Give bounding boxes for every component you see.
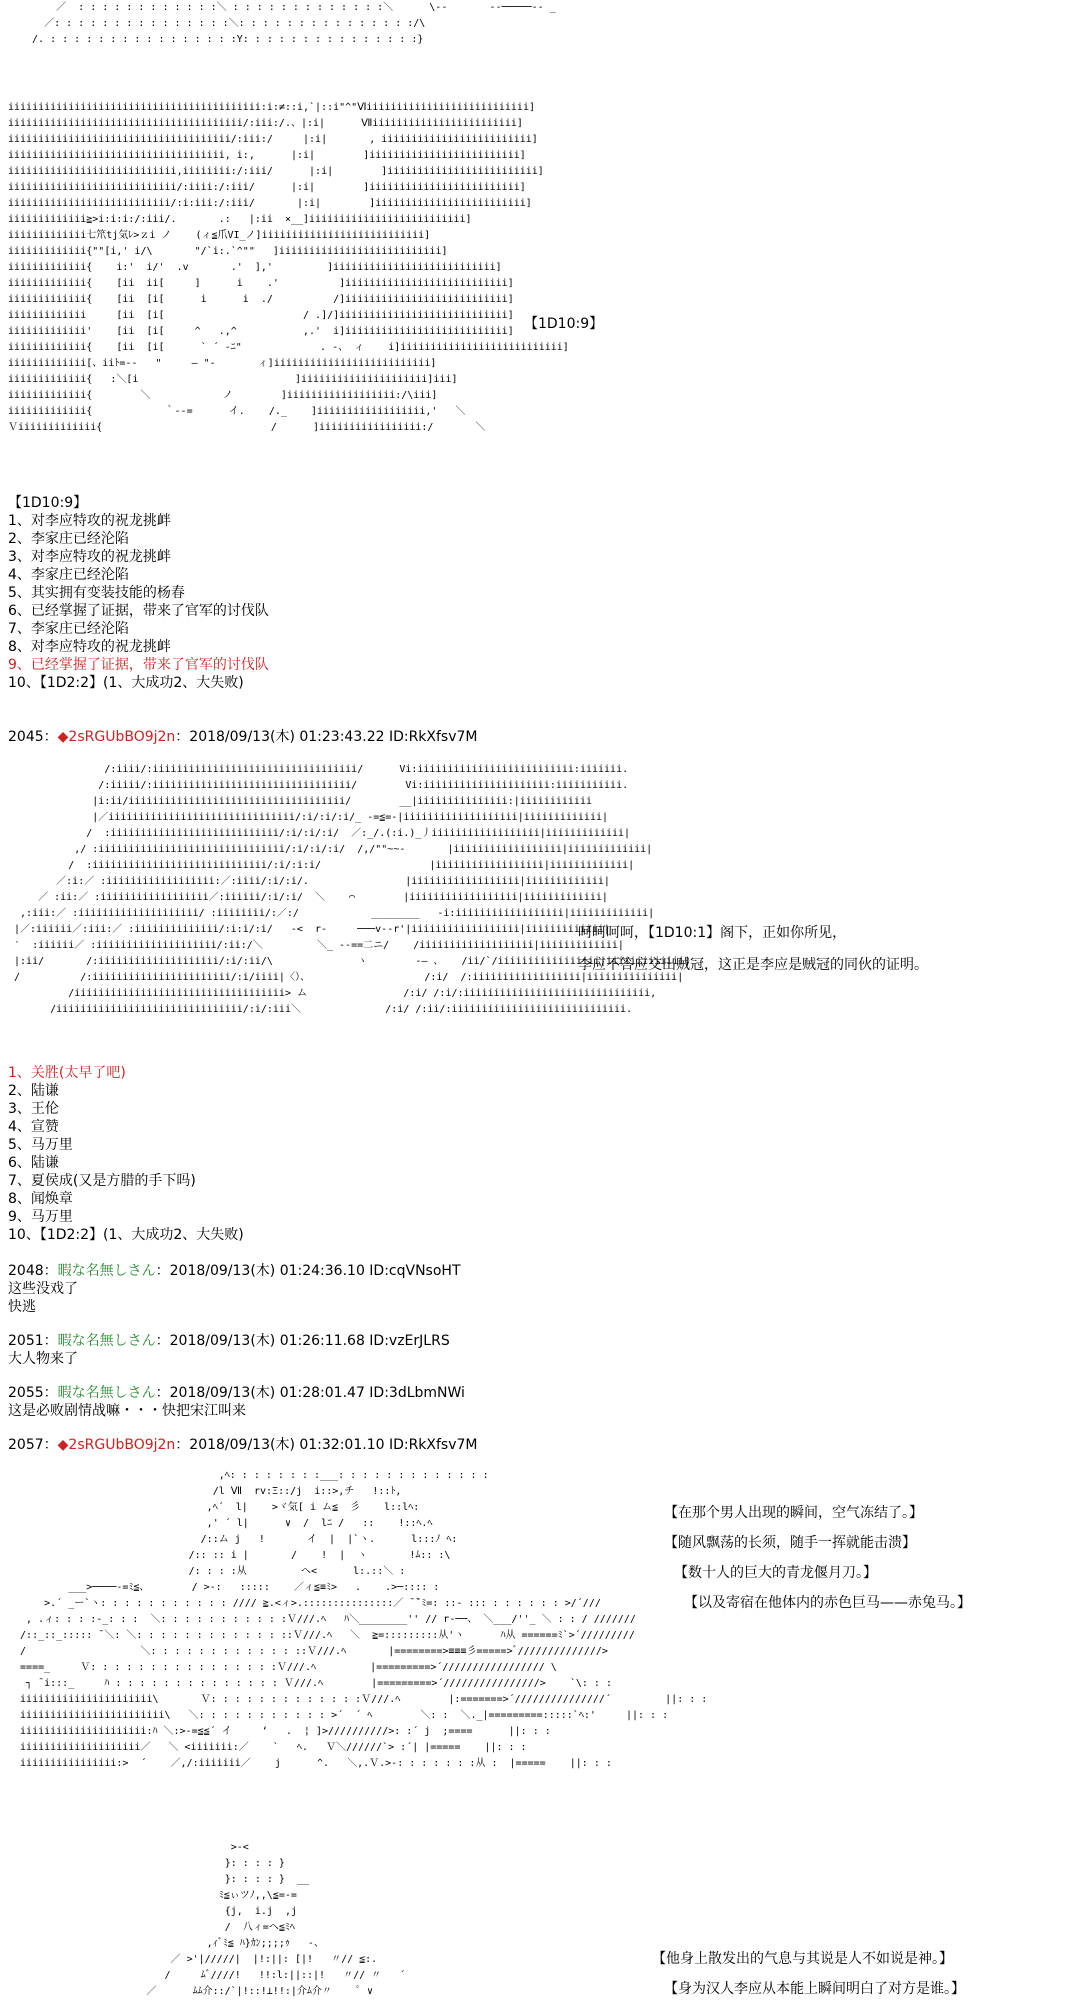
trip-mark: ◆ [57,1437,69,1453]
post-number: 2051： [8,1333,58,1349]
ascii-art-top: ／ : : : : : : : : : : : :＼ : : : : : : : : : : : : :＼ \‐‐ ‐‐─────‐- _ ／: : : : : : : : : : : : : : :＼: : : : : : : : : : : : : : :/\ /. : : : : : : : : : : : : : : : :Y: : : : : : : : : : : : : : :} [32,2,556,45]
poster-name[interactable]: 暇な名無しさん [57,1333,156,1349]
poster-name[interactable]: 暇な名無しさん [57,1263,156,1279]
list-item: 4、李家庄已经沦陷 [8,567,129,583]
post-meta: ：2018/09/13(木) 01:23:43.22 ID:RkXfsv7M [175,729,478,745]
header-dice-1d10 [8,494,269,692]
candidate-list [8,1064,244,1244]
list-item: 5、其实拥有变装技能的杨春 [8,585,185,601]
list-item: 7、夏侯成(又是方腊的手下吗) [8,1173,196,1189]
dice-result-label: 【1D10:9】 [524,316,604,332]
narration-line: 【数十人的巨大的青龙偃月刀。】 [674,1565,877,1581]
ascii-art-guan-yu-bust: >‐< }: : : : } }: : : : } __ ﾐ≦ぃツﾉ,,\≦=‐= {j, i.j ,j / 八ィ=ヘ≦ﾐﾍ ,ｨﾞﾐ≦ ﾊ}ｶﾝ;;;;ｩ ‐、 ／ >'|/////| |!:||: [|! 〃// ≦:. / ﾑﾞ////! !!:l:||::|! 〃// 〃 ´ ／ ﾑﾑ介::/`|!::!⊥!!:|介ﾑ介〃 ﾟ ∨ [146,1842,406,1997]
post-meta: ：2018/09/13(木) 01:32:01.10 ID:RkXfsv7M [175,1437,478,1453]
narration-line: 【他身上散发出的气息与其说是人不如说是神。】 [652,1951,953,1967]
narration-2045 [578,924,928,974]
trip-mark: ◆ [57,729,69,745]
narration-line: 【在那个男人出现的瞬间，空气冻结了。】 [664,1505,923,1521]
poster-name[interactable]: 2sRGUbBO9j2n [68,729,176,745]
post-meta: ：2018/09/13(木) 01:26:11.68 ID:vzErJLRS [155,1333,450,1349]
post-header-2057 [8,1436,478,1454]
post-number: 2057： [8,1437,58,1453]
post-2051 [8,1332,450,1368]
list-item: 10、【1D2:2】(1、大成功2、大失败) [8,675,244,691]
narration-line: 【身为汉人李应从本能上瞬间明白了对方是谁。】 [664,1981,965,1997]
post-meta: ：2018/09/13(木) 01:28:01.47 ID:3dLbmNWi [155,1385,465,1401]
ascii-art-official: /:iiii/:iiiiiiiiiiiiiiiiiiiiiiiiiiiiiiiiii/ Vi:iiiiiiiiiiiiiiiiiiiiiiiiii:iiiiiii. /:iiiii/:iiiiiiiiiiiiiiiiiiiiiiiiiiiiiiiii/ Vi:iiiiiiiiiiiiiiiiiiiii:iiiiiiiiiii. |i:ii/iiiiiiiiiiiiiiiiiiiiiiiiiiiiiiiiiiii/ __|iiiiiiiiiiiiiii:|iiiiiiiiiiii |／iiiiiiiiiiiiiiiiiiiiiiiiiiiiiii/:i/:i/:i/_ ‐=≦=‐|iiiiiiiiiiiiiiiiiii|iiiiiiiiiiiii| / :iiiiiiiiiiiiiiiiiiiiiiiiiiii/:i/:i/:i/ ／:_/.(:i.)_丿iiiiiiiiiiiiiiiiii|iiiiiiiiiiiii| ,/ :iiiiiiiiiiiiiiiiiiiiiiiiiiiiiii/:i/:i/:i/ /,/""~~‐ |iiiiiiiiiiiiiiiiii|iiiiiiiiiiiii| / :iiiiiiiiiiiiiiiiiiiiiiiiiiiii/:i/:i:i/ |iiiiiiiiiiiiiiiiii|iiiiiiiiiiiii| ／:i:／ :iiiiiiiiiiiiiiiiii:／:iiii/:i/:i/. |iiiiiiiiiiiiiiiiii|iiiiiiiiiiiii| ／ :ii:／ :iiiiiiiiiiiiiiiiii／:iiiiii/:i/:i/ ＼ ⌒ |iiiiiiiiiiiiiiiiii|iiiiiiiiiiiii| ,:iii:／ :iiiiiiiiiiiiiiiiiiii/ :iiiiiiii/:／:/ ________ ‐i:iiiiiiiiiiiiiiiiii|iiiiiiiiiiiii| |／:iiiiii／:iii:／ :iiiiiiiiiiiiii/:i:i/:i/ ‐< r‐ ───v‐-r'|iiiiiiiiiiiiiiiiii|iiiiiiiiiiiii| ′ :iiiiii／ :iiiiiiiiiiiiiiiiiiii/:ii:/＼ ＼_ ‐-==二ニ/ /iiiiiiiiiiiiiiiiiii|iiiiiiiiiiiii| |:ii/ /:iiiiiiiiiiiiiiiiiiii/:i/:ii/\ ヽ ‐― 、 /ii/`/iiiiiiiiiiiiiiiii|iiiiiiiiiiiii| / /:iiiiiiiiiiiiiiiiiiiiiii/:i/iiii|〈）、 /:i/ /:iiiiiiiiiiiiiiiiii|iiiiiiiiiiiiiii| /iiiiiiiiiiiiiiiiiiiiiiiiiiiiiiiiiii> ム /:i/ /:i/:iiiiiiiiiiiiiiiiiiiiiiiiiiiiiii, /iiiiiiiiiiiiiiiiiiiiiiiiiiiiiii/:i/:iii＼ /:i/ /:ii/:iiiiiiiiiiiiiiiiiiiiiiiiiiiii. [14,764,691,1015]
narration-line: 呵呵呵呵，【1D10:1】阁下，正如你所见， [578,925,847,941]
list-item: 5、马万里 [8,1137,73,1153]
post-header-2045 [8,728,478,746]
list-item: 4、宣赞 [8,1119,59,1135]
list-item: 6、已经掌握了证据，带来了官军的讨伐队 [8,603,269,619]
post-body-line: 这些没戏了 [8,1281,78,1297]
post-body-line: 大人物来了 [8,1351,78,1367]
list-item: 10、【1D2:2】(1、大成功2、大失败) [8,1227,244,1243]
post-header [8,1262,461,1280]
post-number: 2048： [8,1263,58,1279]
list-item-selected: 9、已经掌握了证据，带来了官军的讨伐队 [8,657,269,673]
list-item-selected: 1、关胜(太早了吧) [8,1065,126,1081]
post-number: 2045： [8,729,58,745]
poster-name[interactable]: 2sRGUbBO9j2n [68,1437,176,1453]
ascii-art-guan-yu: ,ﾍ: : : : : : : :___: : : : : : : : : : : : : /l Ⅶ rv:Ξ::/j i::>,チ !::ﾄ, ,ﾍ´ l| >ヾ気[ i ム≦ 彡 l::lﾍ: ,' ´ l| ∨ / lﾆ / :: !::ﾍ.ﾍ /::ム j ! イ | |`ヽ. l:::ﾉ ﾍ: /:: :: i | / ! | ヽ !ﾑ:: :\ /: : : :从 へ< l:.::＼ : ___>────‐=ﾐ≦、 / >‐: ::::: ／ィ≦≡ﾐ> . .>─:::: : >.´ _ー`ヽ: : : : : : : : : : : //// ≧.<ィ>.:::::::::::::::／ ̄ ̄`ﾐ=: ::‐ ::: : : : : : : >/´/// , .ィ: : : :‐_: : : ＼: : : : : : : : : : :Ｖ///.ﾍ ﾊ＼________'' // r‐──、 ＼___/''_ ＼ : : / /////// /::_::_::::: ̄ ＼: ＼: : : : : : : : : : : : ::Ｖ///.ﾍ ＼ ≧=:::::::::从'ヽ ﾊ从 ======ﾐ`>´///////// / ＼: : : : : : : : : : : : ::Ｖ///.ﾍ |========>≡≡≡彡=====>ﾞ//////////////> ====_ Ｖ: : : : : : : : : : : : : : : :Ｖ///.ﾍ |=========>´///////////////// \ ┐ ̄ i:::_ ﾊ : : : : : : : : : : : : : : Ｖ///.ﾍ |=========>´////////////////> `\: : : iiiiiiiiiiiiiiiiiiiiii\ Ｖ: : : : : : : : : : : : :Ｖ///.ﾍ |:=======>´///////////////´ ||: : : iiiiiiiiiiiiiiiiiiiiiiii\ ＼: : : : : : : : : : : >´ ´ ﾍ ＼: : ＼._|=========:::::`ﾍ:' ||: : : iiiiiiiiiiiiiiiiiiiii:ﾊ ＼:>‐=≦≦´ イ ‘ . ¦ ]>//////////>: :´ j ;==== ||: : : iiiiiiiiiiiiiiiiiiii／ ＼ <iiiiiii:／ ` ﾍ. Ｖ＼//////`> :´| |===== ||: : : iiiiiiiiiiiiiiii:> ´ ／,/:iiiiiii／ j ^. ＼,.Ｖ.>‐: : : : : : :从 : |===== ||: : : [20,1470,708,1769]
list-item: 3、王伦 [8,1101,59,1117]
post-body-line: 快逃 [8,1299,36,1315]
list-item: 2、李家庄已经沦陷 [8,531,129,547]
ascii-art-liying: iiiiiiiiiiiiiiiiiiiiiiiiiiiiiiiiiiiiiiiiii:i:≠::i,`|::i"^"Ⅵiiiiiiiiiiiiiiiiiiiiiiiiiii] iiiiiiiiiiiiiiiiiiiiiiiiiiiiiiiiiiiiiii/:iii:/.、|:i| Ⅶiiiiiiiiiiiiiiiiiiiiiiii] iiiiiiiiiiiiiiiiiiiiiiiiiiiiiiiiiiiii/:iii:/ |:i| , iiiiiiiiiiiiiiiiiiiiiiiii] iiiiiiiiiiiiiiiiiiiiiiiiiiiiiiiiiiii, i:, |:i| ]iiiiiiiiiiiiiiiiiiiiiiiii] iiiiiiiiiiiiiiiiiiiiiiiiiiii,iiiiiiii:/:iii/ |:i| ]iiiiiiiiiiiiiiiiiiiiiiiii] iiiiiiiiiiiiiiiiiiiiiiiiiiii/:iiii:/:iii/ |:i| ]iiiiiiiiiiiiiiiiiiiiiiiii] iiiiiiiiiiiiiiiiiiiiiiiiiii/:i:iii:/:iii/ |:i| ]iiiiiiiiiiiiiiiiiiiiiiiii] iiiiiiiiiiiii≧>i:i:i:/:iii/. .: |:ii ×__]iiiiiiiiiiiiiiiiiiiiiiiiii] iiiiiiiiiiiii七笊tj気ﾚ>ｚi ノ (ィ≦爪VI_ノ]iiiiiiiiiiiiiiiiiiiiiiiiiii] iiiiiiiiiiiii{""[i,' i/\ "/`i:.`^"" ]iiiiiiiiiiiiiiiiiiiiiiiiiii] iiiiiiiiiiiii{ i:' i/' .v .' ],' ]iiiiiiiiiiiiiiiiiiiiiiiiiii] iiiiiiiiiiiii{ [ii ii[ ] i .' ]iiiiiiiiiiiiiiiiiiiiiiiiiii] iiiiiiiiiiiii{ [ii [i[ i i ./ /]iiiiiiiiiiiiiiiiiiiiiiiiiii] iiiiiiiiiiiii [ii [i[ / .]/]iiiiiiiiiiiiiiiiiiiiiiiiiiii] iiiiiiiiiiiii' [ii [i[ ^ .,^ ,.' i]iiiiiiiiiiiiiiiiiiiiiiiiiii] iiiiiiiiiiiii{ [ii [i[ ` ´ -ﾆ" . -、 ィ i]iiiiiiiiiiiiiiiiiiiiiiiiiii] iiiiiiiiiiiii[、iiﾄ=‐- " ― "‐ ィ]iiiiiiiiiiiiiiiiiiiiiiiiii] iiiiiiiiiiiii{ :＼[i ]iiiiiiiiiiiiiiiiiiiii]iii] iiiiiiiiiiiii{ ＼ ノ ]iiiiiiiiiiiiiiiiii:/\iii] iiiiiiiiiiiii{ ｀‐‐= イ. /._ ]iiiiiiiiiiiiiiiiii,' ＼ Ｖiiiiiiiiiiiii{ / ]iiiiiiiiiiiiiiiii:/ ＼ [8,102,569,433]
post-header [8,1332,450,1350]
list-item: 9、马万里 [8,1209,73,1225]
narration-line: 【随风飘荡的长须，随手一挥就能击溃】 [664,1535,916,1551]
narration-line: 【以及寄宿在他体内的赤色巨马——赤兔马。】 [684,1595,971,1611]
narration-2057 [664,1504,971,1612]
post-2048 [8,1262,461,1316]
post-2055 [8,1384,465,1420]
narration-line: 李应不答应交出贼冠，这正是李应是贼冠的同伙的证明。 [578,957,928,973]
list-item: 1、对李应特攻的祝龙挑衅 [8,513,171,529]
list-header: 【1D10:9】 [8,495,88,511]
list-item: 2、陆谦 [8,1083,59,1099]
poster-name[interactable]: 暇な名無しさん [57,1385,156,1401]
list-item: 3、对李应特攻的祝龙挑衅 [8,549,171,565]
post-number: 2055： [8,1385,58,1401]
post-meta: ：2018/09/13(木) 01:24:36.10 ID:cqVNsoHT [155,1263,461,1279]
list-item: 6、陆谦 [8,1155,59,1171]
list-item: 8、对李应特攻的祝龙挑衅 [8,639,171,655]
post-body-line: 这是必败剧情战嘛・・・快把宋江叫来 [8,1403,246,1419]
narration-bottom [652,1950,965,1998]
post-header [8,1384,465,1402]
list-item: 7、李家庄已经沦陷 [8,621,129,637]
list-item: 8、闻焕章 [8,1191,73,1207]
